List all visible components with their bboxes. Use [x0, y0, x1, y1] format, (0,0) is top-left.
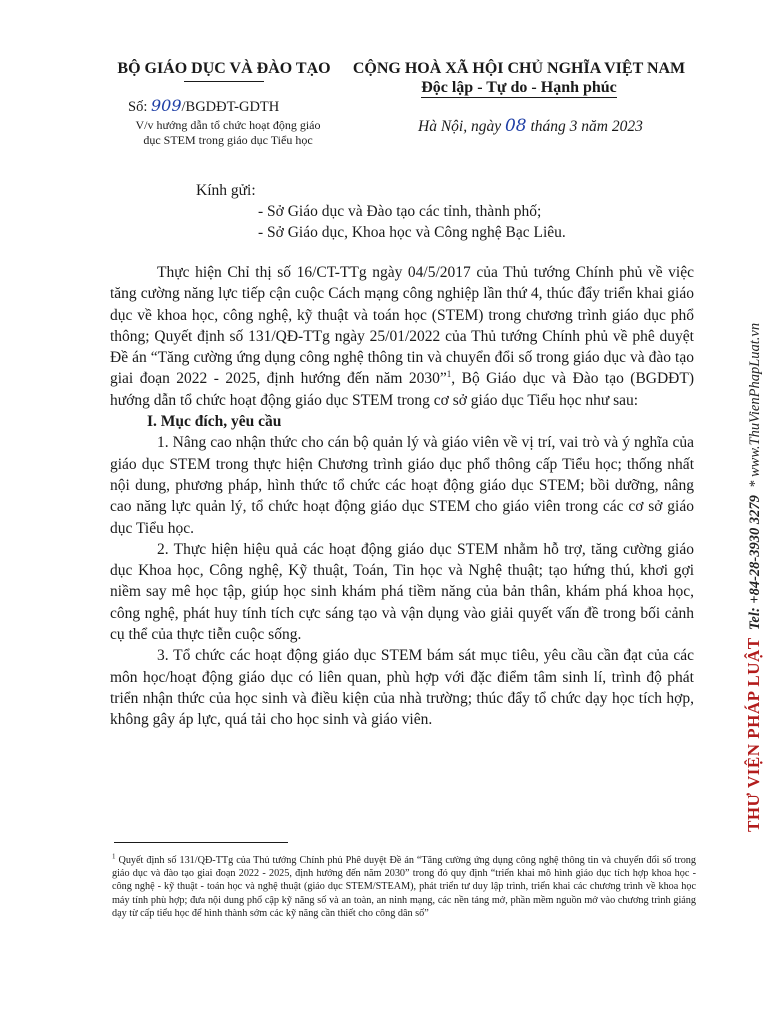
national-motto-text: Độc lập - Tự do - Hạnh phúc — [421, 79, 617, 96]
body-paragraph: 2. Thực hiện hiệu quả các hoạt động giáo dục STEM nhằm hỗ trợ, tăng cường giáo dục Khoa học, Công nghệ, Kỹ thuật, Toán, Tin học và Nghệ thuật; tạo hứng thú, khơi gợi niềm say mê học tập, giúp học sinh khám phá tiềm năng của bản thân, khám phá khoa học, công nghệ, phát huy tính tích cực sáng tạo và vận dụng vào giải quyết vấn đề trong bối cảnh cụ thể của thực tiễn cuộc sống. — [110, 540, 694, 644]
subject-line-1: V/v hướng dẫn tổ chức hoạt động giáo — [135, 118, 321, 132]
recipients-label: Kính gửi: — [196, 182, 256, 199]
document-number-handwritten: 909 — [150, 96, 182, 115]
recipient-item: - Sở Giáo dục và Đào tạo các tỉnh, thành phố; — [258, 203, 542, 220]
subject-line-2: dục STEM trong giáo dục Tiểu học — [143, 133, 313, 147]
document-number-code: /BGDĐT-GDTH — [181, 99, 280, 115]
ministry-name: BỘ GIÁO DỤC VÀ ĐÀO TẠO — [117, 60, 331, 77]
issue-date — [418, 116, 643, 136]
intro-paragraph — [110, 262, 694, 411]
date-day-handwritten: 08 — [504, 116, 527, 136]
date-suffix: tháng 3 năm 2023 — [530, 118, 643, 135]
watermark-brand: THƯ VIỆN PHÁP LUẬT — [744, 637, 763, 832]
national-title: CỘNG HOÀ XÃ HỘI CHỦ NGHĨA VIỆT NAM — [352, 60, 686, 77]
document-subject — [108, 118, 348, 148]
section-heading: I. Mục đích, yêu cầu — [147, 413, 282, 431]
body-paragraph: 1. Nâng cao nhận thức cho cán bộ quản lý và giáo viên về vị trí, vai trò và ý nghĩa của giáo dục STEM trong thực hiện Chương trình giáo dục phổ thông cấp Tiểu học; thống nhất nội dung, phương pháp, hình thức tổ chức các hoạt động giáo dục STEM; bồi dưỡng, nâng cao năng lực quản lý, tổ chức hoạt động giáo dục STEM cho giáo viên trong các cơ sở giáo dục Tiểu học. — [110, 434, 694, 537]
document-body — [110, 262, 694, 731]
footnote-marker: 1 — [112, 852, 116, 861]
national-motto — [344, 79, 694, 97]
footnote-divider — [114, 842, 288, 843]
recipient-item: - Sở Giáo dục, Khoa học và Công nghệ Bạc Liêu. — [258, 224, 566, 241]
watermark-url: * www.ThuVienPhapLuat.vn — [747, 322, 763, 488]
document-number-label: Số: — [128, 99, 148, 115]
footnote-text: Quyết định số 131/QĐ-TTg của Thủ tướng Chính phủ Phê duyệt Đề án “Tăng cường ứng dụng công nghệ thông tin và chuyển đổi số trong giáo dục và đào tạo giai đoạn 2022 - 2025, định hướng đến năm 2030” trong đó quy định “triển khai mô hình giáo dục tích hợp khoa học - công nghệ - kỹ thuật - toán học và nghệ thuật (giáo dục STEM/STEAM), phát triển tư duy lập trình, triển khai các chương trình về khoa học máy tính phù hợp; đưa nội dung phổ cập kỹ năng số và an toàn, an ninh mạng, các nền tảng mở, phần mềm nguồn mở vào chương trình giảng dạy từ cấp tiểu học để hình thành sớm các kỹ năng cần thiết cho công dân số” — [112, 855, 696, 919]
footnote — [112, 854, 696, 920]
document-number — [128, 96, 279, 116]
intro-text-end: , Bộ Giáo dục và Đào tạo (BGDĐT) hướng dẫn tổ chức hoạt động giáo dục STEM trong cơ sở giáo dục Tiểu học như sau: — [110, 370, 694, 409]
side-watermark — [744, 323, 764, 832]
watermark-phone: Tel: +84-28-3930 3279 — [747, 495, 763, 631]
intro-text: Thực hiện Chỉ thị số 16/CT-TTg ngày 04/5/2017 của Thủ tướng Chính phủ về việc tăng cường năng lực tiếp cận cuộc Cách mạng công nghiệp lần thứ 4, thúc đẩy triển khai giáo dục về khoa học, công nghệ, kỹ thuật và toán học (STEM) trong chương trình giáo dục phổ thông; Quyết định số 131/QĐ-TTg ngày 25/01/2022 của Thủ tướng Chính phủ về phê duyệt Đề án “Tăng cường ứng dụng công nghệ thông tin và chuyển đổi số trong giáo dục và đào tạo giai đoạn 2022 - 2025, định hướng đến năm 2030” — [110, 264, 694, 388]
body-paragraph: 3. Tổ chức các hoạt động giáo dục STEM bám sát mục tiêu, yêu cầu cần đạt của các môn học/hoạt động giáo dục có liên quan, phù hợp với đặc điểm tâm sinh lí, trình độ phát triển nhận thức của học sinh và điều kiện của nhà trường; thúc đẩy tổ chức dạy học tích hợp, không gây áp lực, quá tải cho học sinh và giáo viên. — [110, 647, 694, 729]
ministry-underline — [184, 81, 264, 82]
footnote-ref: 1 — [446, 369, 452, 380]
date-prefix: Hà Nội, ngày — [418, 118, 502, 135]
